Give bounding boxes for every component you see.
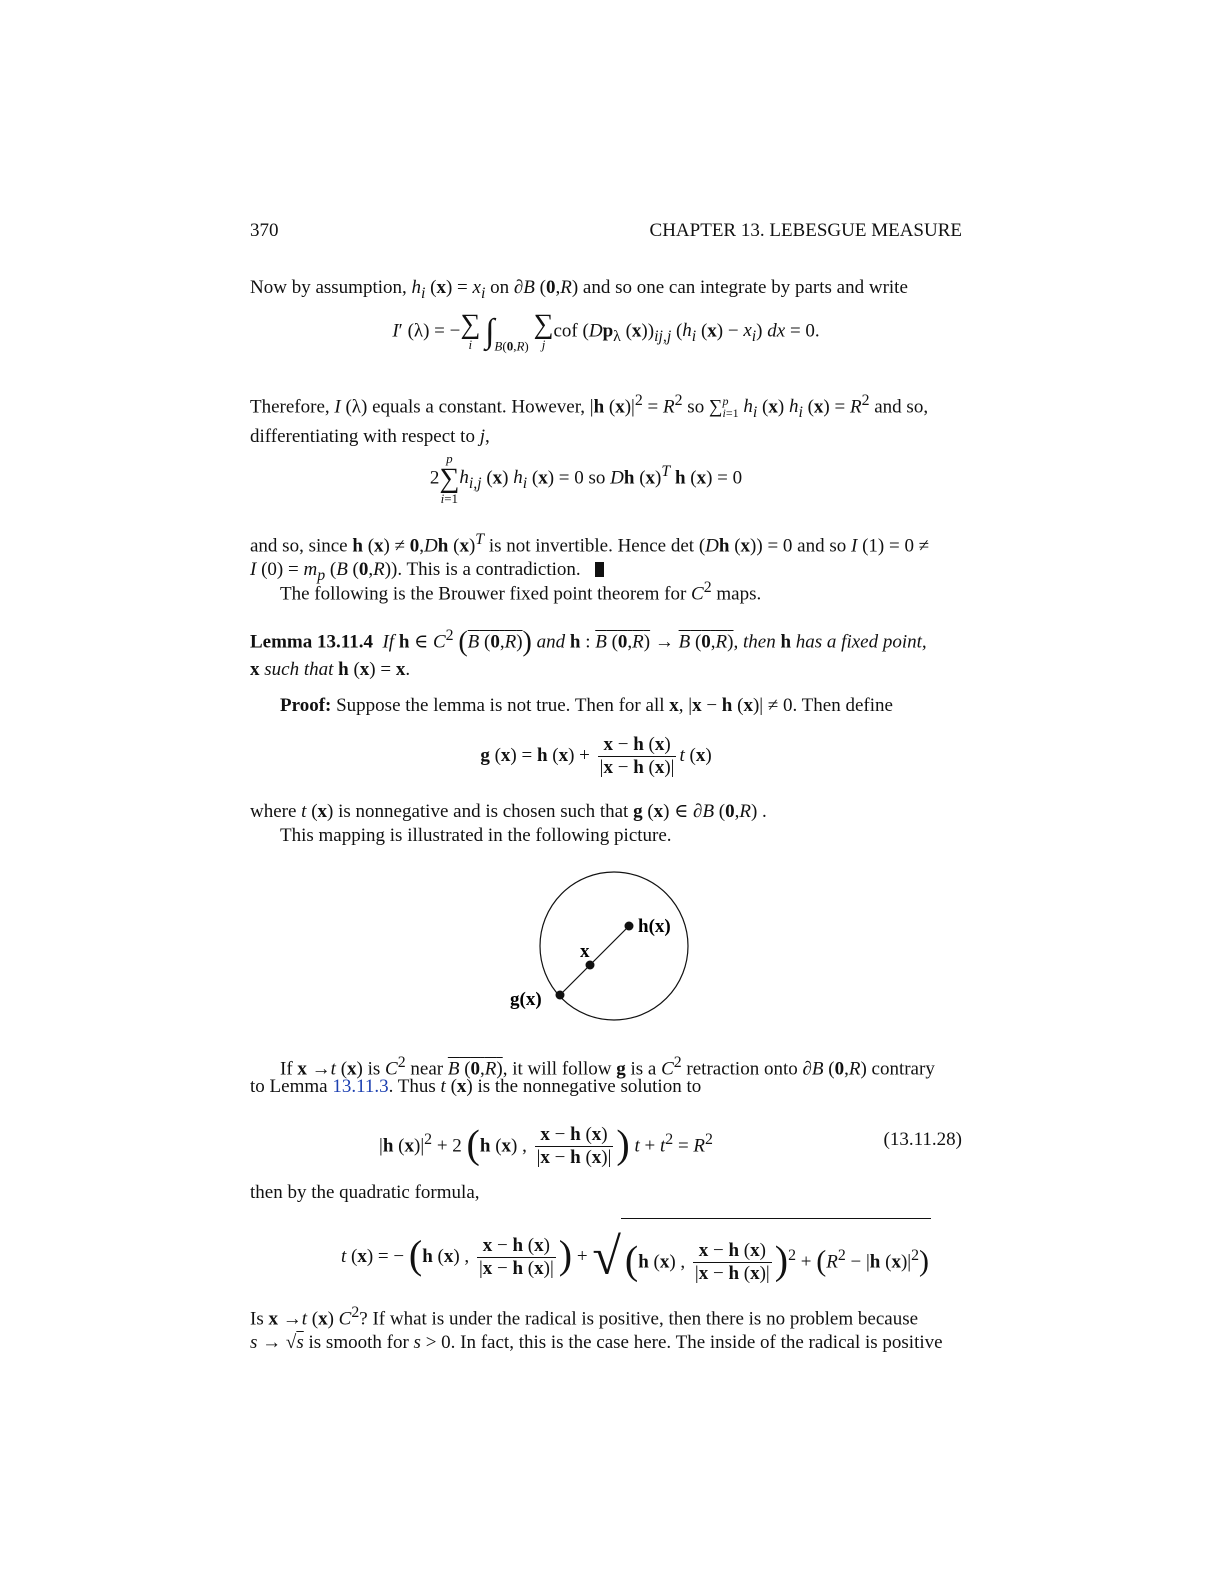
paragraph-constant: Therefore, I (λ) equals a constant. However, |h $(x)|^2 = R^2$ so ∑$^p_{i=1}$ $h_i$ (x) $h_i$ $(x) = R^2$ and so, differentiating with respect to j, bbox=[250, 392, 929, 448]
equation-g-definition: g (x) = h (x) + $\frac{x - h (x)}{|x - h (x)|}$ t (x) bbox=[480, 734, 712, 778]
paragraph-illustration: This mapping is illustrated in the following picture. bbox=[280, 825, 672, 846]
paragraph-contradiction: and so, since h (x) ≠ 0,Dh $(x)^T$ is not invertible. Hence det (Dh (x)) = 0 and so I (1) = 0 ≠ I $(0) = m_p$ (B (0,R)). This is a contradiction. bbox=[250, 531, 930, 585]
paragraph-where-t: where t (x) is nonnegative and is chosen such that g (x) ∈ ∂B (0,R) . bbox=[250, 801, 767, 822]
lemma-label: Lemma 13.11.4 bbox=[250, 631, 373, 653]
paragraph-intro: Now by assumption, $h_i$ $(x) = x_i$ on ∂B (0,R) and so one can integrate by parts and write bbox=[250, 277, 908, 302]
equation-derivative: I′ (λ) = − ∑ i $\int_{B(0,R)}$ ∑ j cof ($Dp_\lambda$ $(x))_{ij,j}$ ($h_i$ $(x) - x_i$) dx = 0. bbox=[392, 309, 820, 354]
paragraph-quadratic: then by the quadratic formula, bbox=[250, 1182, 480, 1203]
label-x: x bbox=[580, 941, 590, 962]
point-gx bbox=[556, 991, 565, 1000]
equation-quadratic-formula: t (x) = − (h (x) , $\frac{x - h (x)}{|x - h (x)|}$ ) + √ (h (x) , $\frac{x - h (x)}{|x - h (x)|}$ )$^2 + (R^2 - |h$ $(x)|^2$) bbox=[250, 1218, 962, 1288]
proof-label: Proof: bbox=[280, 695, 332, 716]
paragraph-retraction: If x →t (x) is $C^2$ near B (0,R), it will follow g is a $C^2$ retraction onto ∂B (0,R) contrary bbox=[280, 1054, 935, 1080]
proof-start: Proof: Suppose the lemma is not true. Then for all x, |x − h (x)| ≠ 0. Then define bbox=[280, 695, 893, 716]
segment-line bbox=[560, 926, 629, 995]
paragraph-lemma-ref: to Lemma 13.11.3. Thus t (x) is the nonnegative solution to bbox=[250, 1076, 702, 1097]
paragraph-brouwer: The following is the Brouwer fixed point theorem for $C^2$ maps. bbox=[280, 579, 762, 605]
chapter-title: CHAPTER 13. LEBESGUE MEASURE bbox=[649, 220, 962, 241]
label-hx: h(x) bbox=[638, 916, 671, 937]
lemma-link[interactable]: 13.11.3 bbox=[332, 1076, 389, 1097]
equation-differentiated: 2 p ∑ i=1 $h_{i,j}$ (x) $h_i$ (x) = 0 so Dh $(x)^T$ h (x) = 0 bbox=[429, 451, 743, 506]
paragraph-smoothness: Is x →t (x) $C^2$? If what is under the radical is positive, then there is no problem because s → √s is smooth for s > 0. In fact, this is the case here. The inside of the radical is positive bbox=[250, 1304, 943, 1354]
page-number: 370 bbox=[250, 220, 279, 241]
equation-13-11-28: |h $(x)|^2 + 2$ (h (x) , $\frac{x - h (x)}{|x - h (x)|}$ ) $t + t^2 = R^2$ (13.11.28) bbox=[250, 1112, 962, 1168]
label-gx: g(x) bbox=[510, 989, 542, 1010]
equation-tag: (13.11.28) bbox=[883, 1129, 962, 1150]
retraction-figure bbox=[490, 860, 720, 1040]
lemma-statement: Lemma 13.11.4 If h ∈ $C^2$ (B (0,R)) and h : B (0,R) → B (0,R), then h has a fixed point, x such that h (x) = x. bbox=[250, 626, 927, 681]
point-hx bbox=[625, 922, 634, 931]
